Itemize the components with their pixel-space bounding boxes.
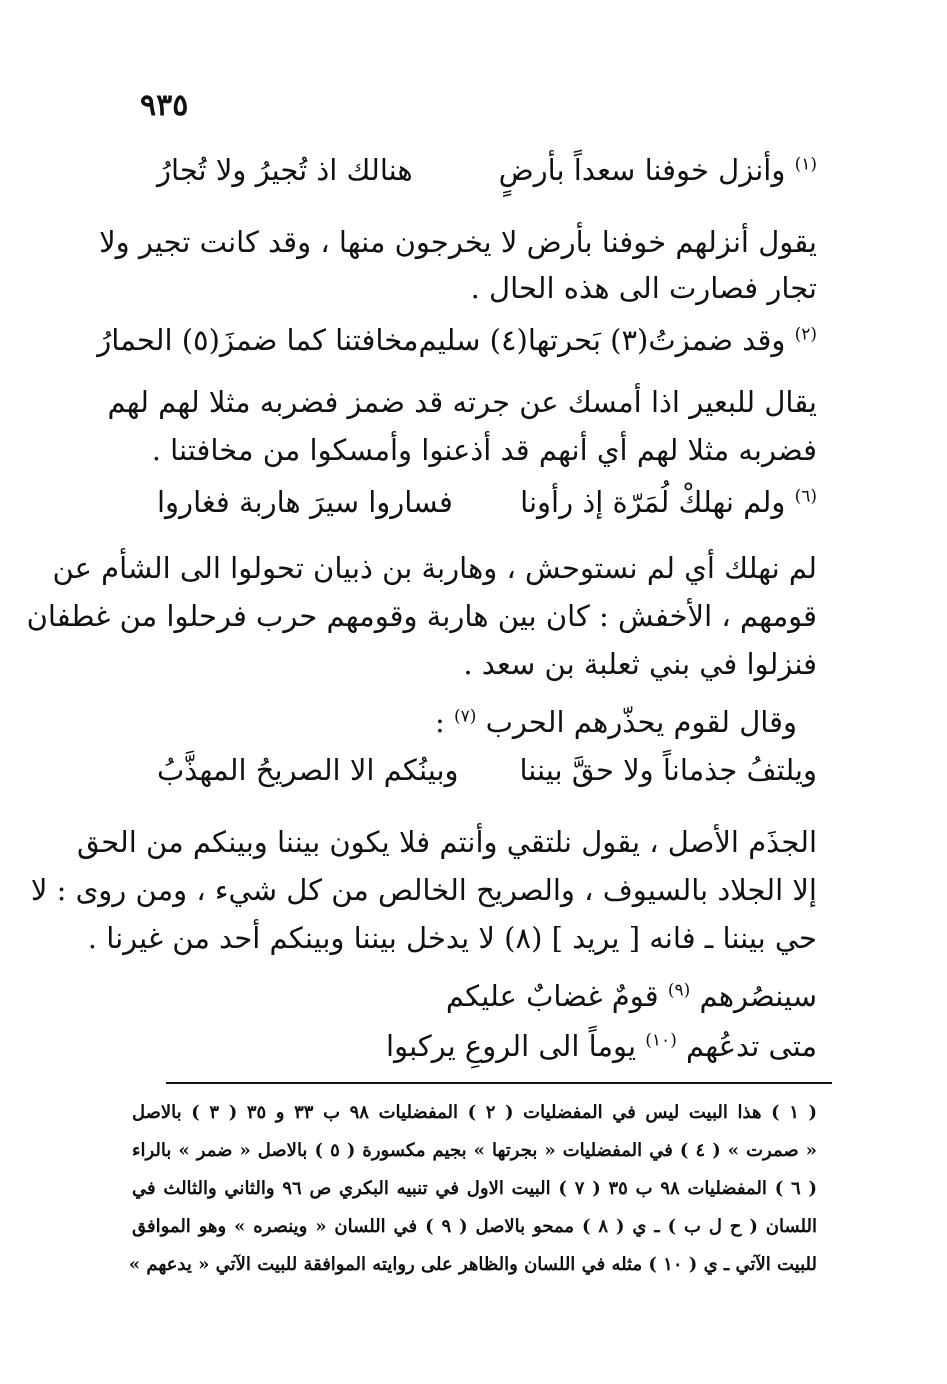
note-marker: (١) <box>794 154 817 175</box>
footnote-line: للبيت الآتي ـ ي ( ١٠ ) مثله في اللسان والظاهر على روايته الموافقة للبيت الآتي « يدعهم » <box>128 1254 817 1275</box>
verse-1-first-hemistich: وأنزل خوفنا سعداً بأرضٍ <box>498 153 786 187</box>
verse-4-second-hemistich: وبينُكم الا الصريحُ المهذَّبُ <box>157 753 459 787</box>
verse-2-second-hemistich: مخافتنا كما ضمزَ(٥) الحمارُ <box>97 323 419 357</box>
verse-3-second-hemistich: فساروا سيرَ هاربة فغاروا <box>157 485 453 519</box>
poem-intro: وقال لقوم يحذّرهم الحرب $^{(٧)}$ : <box>434 705 797 739</box>
commentary-line: فضربه مثلا لهم أي أنهم قد أذعنوا وأمسكوا من مخافتنا . <box>151 433 817 467</box>
commentary-line: قومهم ، الأخفش : كان بين هاربة وقومهم حرب فرحلوا من غطفان <box>26 599 817 633</box>
footnote-divider <box>166 1082 832 1084</box>
commentary-line: الجذَم الأصل ، يقول نلتقي وأنتم فلا يكون بيننا وبينكم من الحق <box>77 825 817 859</box>
verse-4 <box>157 750 817 790</box>
verse-3-first-hemistich: ولم نهلكْ لُمَرّة إذ رأونا <box>520 485 786 519</box>
verse-1 <box>157 150 817 190</box>
verse-4-first-hemistich: ويلتفُ جذماناً ولا حقَّ بيننا <box>519 753 817 787</box>
closing-line-2: متى تدعُهم $^{(١٠)}$ يوماً الى الروعِ يركبوا <box>386 1029 817 1063</box>
verse-1-second-hemistich: هنالك اذ تُجيرُ ولا تُجارُ <box>157 153 413 187</box>
commentary-line: تجار فصارت الى هذه الحال . <box>470 271 817 305</box>
verse-2 <box>97 320 817 360</box>
footnote-line: اللسان ( ح ل ب ) ـ ي ( ٨ ) ممحو بالاصل ( ٩ ) في اللسان « وينصره » وهو الموافق <box>132 1216 817 1237</box>
note-marker: (٢) <box>794 324 817 345</box>
note-marker: (١٠) <box>645 1030 677 1051</box>
page-number: ٩٣٥ <box>140 88 189 123</box>
closing-line-1: سينصُرهم $^{(٩)}$ قومٌ غضابٌ عليكم <box>445 979 817 1013</box>
commentary-line: فنزلوا في بني ثعلبة بن سعد . <box>463 647 817 681</box>
commentary-line: يقال للبعير اذا أمسك عن جرته قد ضمز فضربه مثلا لهم لهم <box>107 385 817 419</box>
note-marker: (٧) <box>453 706 477 727</box>
footnote-line: ( ٦ ) المفضليات ٩٨ ب ٣٥ ( ٧ ) البيت الاول في تنبيه البكري ص ٩٦ والثاني والثالث في <box>132 1178 817 1199</box>
footnote-line: ( ١ ) هذا البيت ليس في المفضليات ( ٢ ) المفضليات ٩٨ ب ٣٣ و ٣٥ ( ٣ ) بالاصل <box>132 1102 818 1123</box>
note-marker: (٦) <box>794 486 817 507</box>
note-marker: (٩) <box>667 980 691 1001</box>
commentary-line: يقول أنزلهم خوفنا بأرض لا يخرجون منها ، وقد كانت تجير ولا <box>99 225 817 259</box>
commentary-line: حي بيننا ـ فانه [ يريد ] (٨) لا يدخل بيننا وبينكم أحد من غيرنا . <box>87 921 817 955</box>
commentary-line: إلا الجلاد بالسيوف ، والصريح الخالص من كل شيء ، ومن روى : لا <box>30 873 817 907</box>
verse-2-first-hemistich: وقد ضمزتُ(٣) بَحرتها(٤) سليم <box>418 323 786 357</box>
verse-3 <box>157 482 817 522</box>
commentary-line: لم نهلك أي لم نستوحش ، وهاربة بن ذبيان تحولوا الى الشأم عن <box>52 551 817 585</box>
footnote-line: « صمرت » ( ٤ ) في المفضليات « بجرتها » بجيم مكسورة ( ٥ ) بالاصل « ضمر » بالراء <box>132 1140 817 1161</box>
